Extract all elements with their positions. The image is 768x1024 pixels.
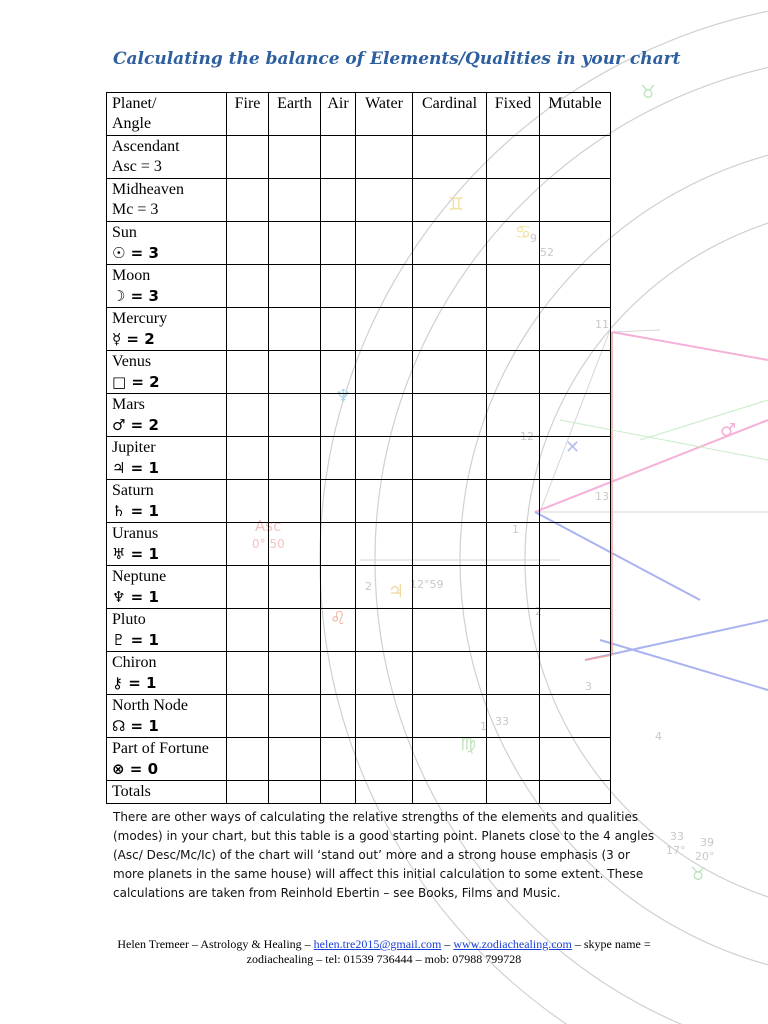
table-row <box>107 566 611 609</box>
col-fixed: Fixed <box>487 93 540 136</box>
svg-text:11: 11 <box>595 318 609 331</box>
entry-cell[interactable] <box>269 695 321 738</box>
row-label <box>107 609 227 652</box>
entry-cell[interactable] <box>487 566 540 609</box>
planet-name: Sun <box>112 224 137 241</box>
svg-text:52: 52 <box>540 246 554 259</box>
svg-text:♆: ♆ <box>335 386 352 407</box>
planet-value: ☉ = 3 <box>112 244 159 262</box>
planet-name: Uranus <box>112 525 159 542</box>
entry-cell[interactable] <box>356 179 413 222</box>
row-label <box>107 136 227 179</box>
svg-text:2: 2 <box>365 580 372 593</box>
entry-cell[interactable] <box>487 308 540 351</box>
table-row <box>107 738 611 781</box>
planet-value: ♃ = 1 <box>112 459 159 477</box>
planet-name: North Node <box>112 697 188 714</box>
svg-text:33: 33 <box>670 830 684 843</box>
entry-cell[interactable] <box>321 222 356 265</box>
entry-cell[interactable] <box>227 351 269 394</box>
entry-cell[interactable] <box>487 265 540 308</box>
planet-name: Venus <box>112 353 152 370</box>
planet-angle-header <box>107 93 227 136</box>
svg-text:13: 13 <box>595 490 609 503</box>
entry-cell[interactable] <box>487 351 540 394</box>
entry-cell[interactable] <box>413 652 487 695</box>
entry-cell[interactable] <box>540 437 611 480</box>
planet-value: ⚷ = 1 <box>112 674 157 692</box>
entry-cell[interactable] <box>269 609 321 652</box>
entry-cell[interactable] <box>413 265 487 308</box>
elements-qualities-table <box>106 92 611 804</box>
table-row <box>107 179 611 222</box>
entry-cell[interactable] <box>413 222 487 265</box>
footer-sep: – <box>441 937 454 951</box>
entry-cell[interactable] <box>487 695 540 738</box>
entry-cell[interactable] <box>540 136 611 179</box>
planet-value: ♂ = 2 <box>112 416 159 434</box>
entry-cell[interactable] <box>356 695 413 738</box>
entry-cell[interactable] <box>540 566 611 609</box>
entry-cell[interactable] <box>540 738 611 781</box>
entry-cell[interactable] <box>487 609 540 652</box>
svg-text:39: 39 <box>700 836 714 849</box>
totals-cell[interactable] <box>269 781 321 804</box>
entry-cell[interactable] <box>487 652 540 695</box>
entry-cell[interactable] <box>269 179 321 222</box>
entry-cell[interactable] <box>269 394 321 437</box>
planet-value: ☿ = 2 <box>112 330 155 348</box>
svg-text:♊: ♊ <box>448 194 465 215</box>
table-row <box>107 652 611 695</box>
footer-prefix: Helen Tremeer – Astrology & Healing – <box>117 937 314 951</box>
entry-cell[interactable] <box>269 523 321 566</box>
planet-name: Chiron <box>112 654 157 671</box>
entry-cell[interactable] <box>269 265 321 308</box>
svg-text:33: 33 <box>495 715 509 728</box>
entry-cell[interactable] <box>269 738 321 781</box>
entry-cell[interactable] <box>487 394 540 437</box>
svg-text:2: 2 <box>535 605 542 618</box>
table-row <box>107 480 611 523</box>
planet-name: Moon <box>112 267 151 284</box>
col-water: Water <box>356 93 413 136</box>
entry-cell[interactable] <box>356 308 413 351</box>
entry-cell[interactable] <box>321 609 356 652</box>
row-label <box>107 652 227 695</box>
col-air: Air <box>321 93 356 136</box>
entry-cell[interactable] <box>227 179 269 222</box>
entry-cell[interactable] <box>413 738 487 781</box>
svg-text:♋: ♋ <box>515 222 532 243</box>
row-label <box>107 523 227 566</box>
totals-cell[interactable] <box>321 781 356 804</box>
entry-cell[interactable] <box>321 652 356 695</box>
svg-text:♂: ♂ <box>720 420 737 441</box>
entry-cell[interactable] <box>413 695 487 738</box>
col-fire: Fire <box>227 93 269 136</box>
svg-text:♍: ♍ <box>460 734 477 755</box>
entry-cell[interactable] <box>227 136 269 179</box>
entry-cell[interactable] <box>356 609 413 652</box>
entry-cell[interactable] <box>321 179 356 222</box>
entry-cell[interactable] <box>413 480 487 523</box>
entry-cell[interactable] <box>227 652 269 695</box>
col-mutable: Mutable <box>540 93 611 136</box>
entry-cell[interactable] <box>540 222 611 265</box>
entry-cell[interactable] <box>356 222 413 265</box>
entry-cell[interactable] <box>227 265 269 308</box>
entry-cell[interactable] <box>321 394 356 437</box>
entry-cell[interactable] <box>227 695 269 738</box>
table-row <box>107 265 611 308</box>
svg-text:3: 3 <box>585 680 592 693</box>
entry-cell[interactable] <box>540 179 611 222</box>
entry-cell[interactable] <box>227 609 269 652</box>
entry-cell[interactable] <box>540 609 611 652</box>
entry-cell[interactable] <box>269 480 321 523</box>
footer-contact <box>100 937 668 967</box>
svg-text:1: 1 <box>512 523 519 536</box>
website-link[interactable]: www.zodiachealing.com <box>453 937 572 951</box>
planet-name: Mars <box>112 396 145 413</box>
entry-cell[interactable] <box>413 351 487 394</box>
totals-cell[interactable] <box>356 781 413 804</box>
planet-value: ♇ = 1 <box>112 631 159 649</box>
svg-text:12: 12 <box>520 430 534 443</box>
row-label <box>107 566 227 609</box>
entry-cell[interactable] <box>356 523 413 566</box>
planet-name: Neptune <box>112 568 167 585</box>
planet-name: Pluto <box>112 611 146 628</box>
entry-cell[interactable] <box>487 179 540 222</box>
row-label <box>107 222 227 265</box>
entry-cell[interactable] <box>413 179 487 222</box>
entry-cell[interactable] <box>356 437 413 480</box>
entry-cell[interactable] <box>356 652 413 695</box>
entry-cell[interactable] <box>356 738 413 781</box>
entry-cell[interactable] <box>269 652 321 695</box>
table-row <box>107 695 611 738</box>
entry-cell[interactable] <box>321 265 356 308</box>
table-row <box>107 437 611 480</box>
totals-cell[interactable] <box>413 781 487 804</box>
planet-name: Ascendant <box>112 138 180 155</box>
entry-cell[interactable] <box>356 394 413 437</box>
header-line-2: Angle <box>112 115 152 132</box>
table-row <box>107 136 611 179</box>
table-row <box>107 222 611 265</box>
entry-cell[interactable] <box>540 308 611 351</box>
row-label <box>107 695 227 738</box>
svg-text:♉: ♉ <box>690 864 707 885</box>
entry-cell[interactable] <box>540 695 611 738</box>
row-label <box>107 265 227 308</box>
table-row <box>107 351 611 394</box>
explanation-paragraph: There are other ways of calculating the relative strengths of the elements and qualities (modes) in your chart, but this table is a good starting point. Planets close to the 4 angles (Asc/ Desc/Mc/Ic) of the chart will ‘stand out’ more and a strong house emphasis (3 or more planets in the same house) will affect this initial calculation to some extent. These calculations are taken from Reinhold Ebertin – see Books, Films and Music. <box>113 810 655 900</box>
svg-text:20°: 20° <box>695 850 715 863</box>
col-earth: Earth <box>269 93 321 136</box>
row-label <box>107 179 227 222</box>
header-line-1: Planet/ <box>112 95 157 112</box>
planet-name: Part of Fortune <box>112 740 209 757</box>
planet-value: Asc = 3 <box>112 158 162 175</box>
planet-name: Midheaven <box>112 181 184 198</box>
asc-degree: 0° 50 <box>252 537 285 551</box>
entry-cell[interactable] <box>413 437 487 480</box>
entry-cell[interactable] <box>413 523 487 566</box>
entry-cell[interactable] <box>540 652 611 695</box>
entry-cell[interactable] <box>227 308 269 351</box>
entry-cell[interactable] <box>487 738 540 781</box>
entry-cell[interactable] <box>413 609 487 652</box>
planet-value: ♄ = 1 <box>112 502 159 520</box>
table-row <box>107 308 611 351</box>
entry-cell[interactable] <box>269 437 321 480</box>
entry-cell[interactable] <box>487 480 540 523</box>
planet-value: ⊗ = 0 <box>112 760 159 778</box>
entry-cell[interactable] <box>321 437 356 480</box>
entry-cell[interactable] <box>487 136 540 179</box>
planet-name: Saturn <box>112 482 154 499</box>
svg-text:9: 9 <box>530 232 537 245</box>
asc-label: Asc <box>255 517 282 535</box>
entry-cell[interactable] <box>321 136 356 179</box>
planet-value: ☽ = 3 <box>112 287 159 305</box>
planet-name: Mercury <box>112 310 168 327</box>
entry-cell[interactable] <box>269 222 321 265</box>
entry-cell[interactable] <box>356 136 413 179</box>
table-row <box>107 609 611 652</box>
entry-cell[interactable] <box>540 480 611 523</box>
footer-suffix: – skype name = zodiachealing – tel: 01539 736444 – mob: 07988 799728 <box>246 937 651 966</box>
row-label <box>107 437 227 480</box>
row-label <box>107 738 227 781</box>
entry-cell[interactable] <box>540 351 611 394</box>
totals-cell[interactable] <box>540 781 611 804</box>
entry-cell[interactable] <box>540 394 611 437</box>
table-body <box>107 136 611 781</box>
totals-label: Totals <box>107 781 227 804</box>
entry-cell[interactable] <box>227 738 269 781</box>
totals-cell[interactable] <box>227 781 269 804</box>
row-label <box>107 351 227 394</box>
entry-cell[interactable] <box>227 222 269 265</box>
entry-cell[interactable] <box>227 523 269 566</box>
table-row <box>107 523 611 566</box>
row-label <box>107 308 227 351</box>
entry-cell[interactable] <box>413 308 487 351</box>
entry-cell[interactable] <box>356 480 413 523</box>
table-header-row <box>107 93 611 136</box>
email-link[interactable]: helen.tre2015@gmail.com <box>313 937 442 951</box>
svg-text:✕: ✕ <box>565 437 581 458</box>
entry-cell[interactable] <box>227 437 269 480</box>
svg-text:♌: ♌ <box>330 608 347 629</box>
entry-cell[interactable] <box>321 523 356 566</box>
entry-cell[interactable] <box>413 136 487 179</box>
entry-cell[interactable] <box>269 308 321 351</box>
col-cardinal: Cardinal <box>413 93 487 136</box>
totals-row <box>107 781 611 804</box>
entry-cell[interactable] <box>227 480 269 523</box>
entry-cell[interactable] <box>540 523 611 566</box>
entry-cell[interactable] <box>227 566 269 609</box>
entry-cell[interactable] <box>321 308 356 351</box>
entry-cell[interactable] <box>413 394 487 437</box>
entry-cell[interactable] <box>321 695 356 738</box>
totals-cell[interactable] <box>487 781 540 804</box>
planet-value: ♅ = 1 <box>112 545 159 563</box>
entry-cell[interactable] <box>487 437 540 480</box>
svg-text:♃: ♃ <box>388 581 405 602</box>
entry-cell[interactable] <box>269 136 321 179</box>
planet-value: Mc = 3 <box>112 201 159 218</box>
page-title: Calculating the balance of Elements/Qualities in your chart <box>113 49 681 69</box>
entry-cell[interactable] <box>540 265 611 308</box>
planet-name: Jupiter <box>112 439 156 456</box>
entry-cell[interactable] <box>487 222 540 265</box>
svg-text:1: 1 <box>480 720 487 733</box>
entry-cell[interactable] <box>227 394 269 437</box>
entry-cell[interactable] <box>487 523 540 566</box>
entry-cell[interactable] <box>321 480 356 523</box>
row-label <box>107 394 227 437</box>
table-row <box>107 394 611 437</box>
row-label <box>107 480 227 523</box>
planet-value: □ = 2 <box>112 373 160 391</box>
svg-text:17°: 17° <box>666 844 686 857</box>
svg-text:♉: ♉ <box>640 82 657 103</box>
entry-cell[interactable] <box>356 351 413 394</box>
entry-cell[interactable] <box>356 265 413 308</box>
planet-value: ☊ = 1 <box>112 717 159 735</box>
entry-cell[interactable] <box>321 566 356 609</box>
entry-cell[interactable] <box>269 566 321 609</box>
planet-value: ♆ = 1 <box>112 588 159 606</box>
entry-cell[interactable] <box>413 566 487 609</box>
entry-cell[interactable] <box>269 351 321 394</box>
entry-cell[interactable] <box>356 566 413 609</box>
entry-cell[interactable] <box>321 351 356 394</box>
svg-text:4: 4 <box>655 730 662 743</box>
svg-text:12°59: 12°59 <box>410 578 444 591</box>
entry-cell[interactable] <box>321 738 356 781</box>
